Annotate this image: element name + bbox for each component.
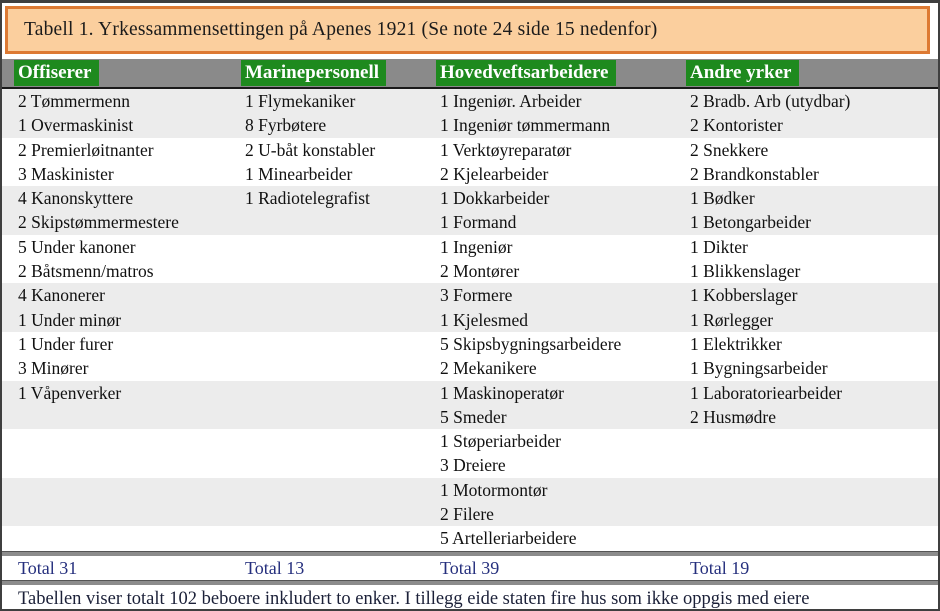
table-cell: 2 Filere	[440, 504, 494, 525]
header-label: Hovedveftsarbeidere	[436, 60, 616, 86]
table-cell: 1 Laboratoriearbeider	[690, 382, 843, 403]
table-cell	[13, 502, 240, 526]
footer-note: Tabellen viser totalt 102 beboere inkludert to enker. I tillegg eide staten fire hus som ikke oppgis med eiere	[18, 589, 810, 609]
table-cell: 2 Bradb. Arb (utydbar)	[690, 91, 851, 111]
table-cell: 1 Våpenverker	[18, 382, 122, 403]
table-cell: 1 Radiotelegrafist	[245, 188, 370, 209]
table-cell: 2 Snekkere	[690, 139, 769, 160]
table-cell: 1 Blikkenslager	[690, 261, 801, 282]
table-cell	[685, 478, 938, 502]
table-cell	[240, 502, 435, 526]
table-row	[2, 113, 938, 137]
table-cell: 1 Rørlegger	[690, 309, 774, 330]
table-cell	[13, 478, 240, 502]
table-row	[2, 502, 938, 526]
table-row	[2, 283, 938, 307]
table-cell	[240, 283, 435, 307]
total-andre-yrker: Total 19	[690, 558, 750, 578]
table-cell	[685, 526, 938, 550]
table-cell: 1 Bødker	[690, 188, 755, 209]
table-row	[2, 89, 938, 113]
table-cell: 1 Ingeniør	[440, 236, 513, 257]
table-cell: 3 Dreiere	[440, 455, 506, 476]
table-cell: 2 Kjelearbeider	[440, 163, 549, 184]
table-row	[2, 235, 938, 259]
table-row	[2, 381, 938, 405]
page-title: Tabell 1. Yrkessammensettingen på Apenes 1921 (Se note 24 side 15 nedenfor)	[24, 19, 658, 40]
table-cell: 5 Skipsbygningsarbeidere	[440, 333, 622, 354]
table-cell	[240, 429, 435, 453]
table-cell: 1 Ingeniør. Arbeider	[440, 91, 582, 111]
table-cell: 1 Betongarbeider	[690, 212, 811, 233]
table-cell	[240, 526, 435, 550]
table-cell: 2 Mekanikere	[440, 358, 537, 379]
table-cell: 2 Montører	[440, 261, 520, 282]
table-cell	[685, 429, 938, 453]
table-cell: 2 Brandkonstabler	[690, 163, 819, 184]
table-cell: 2 Husmødre	[690, 406, 777, 427]
table-cell: 1 Minearbeider	[245, 163, 353, 184]
title-box	[5, 6, 930, 54]
table-row	[2, 210, 938, 234]
table-cell	[13, 526, 240, 550]
table-cell	[240, 405, 435, 429]
table-cell: 1 Overmaskinist	[18, 115, 134, 136]
table-row	[2, 405, 938, 429]
table-cell	[13, 405, 240, 429]
table-cell: 1 Kobberslager	[690, 285, 798, 306]
table-cell: 8 Fyrbøtere	[245, 115, 327, 136]
column-header-offiserer	[13, 59, 240, 87]
table-row	[2, 332, 938, 356]
table-row	[2, 478, 938, 502]
total-hovedveftsarbeidere: Total 39	[440, 558, 500, 578]
header-label: Andre yrker	[686, 60, 799, 86]
table-cell: 2 Kontorister	[690, 115, 783, 136]
table-cell: 1 Motormontør	[440, 479, 548, 500]
totals-row	[2, 556, 938, 580]
table-cell	[240, 332, 435, 356]
table-row	[2, 138, 938, 162]
table-row	[2, 526, 938, 550]
table-cell: 1 Under furer	[18, 333, 114, 354]
table-cell	[685, 453, 938, 477]
table-header-row	[2, 59, 938, 89]
table-cell: 2 Tømmermenn	[18, 91, 130, 111]
table-cell: 1 Støperiarbeider	[440, 431, 561, 452]
table-cell: 1 Maskinoperatør	[440, 382, 564, 403]
table-body	[2, 89, 938, 551]
table-cell	[240, 259, 435, 283]
table-row	[2, 259, 938, 283]
table-cell: 1 Under minør	[18, 309, 122, 330]
total-offiserer: Total 31	[18, 558, 78, 578]
column-header-hovedveftsarbeidere	[435, 59, 685, 87]
table-cell: 3 Maskinister	[18, 163, 114, 184]
table-cell: 4 Kanonerer	[18, 285, 105, 306]
table-cell	[240, 381, 435, 405]
column-header-marinepersonell	[240, 59, 435, 87]
table-cell: 1 Elektrikker	[690, 333, 782, 354]
table-cell	[240, 453, 435, 477]
table-cell: 1 Dokkarbeider	[440, 188, 550, 209]
table-cell	[240, 308, 435, 332]
header-label: Marinepersonell	[241, 60, 386, 86]
table-cell: 1 Ingeniør tømmermann	[440, 115, 611, 136]
table-cell: 2 U-båt konstabler	[245, 139, 376, 160]
table-cell	[685, 502, 938, 526]
table-cell: 1 Kjelesmed	[440, 309, 528, 330]
column-header-andre-yrker	[685, 59, 938, 87]
table-cell: 1 Dikter	[690, 236, 748, 257]
table-cell	[240, 478, 435, 502]
table-cell: 4 Kanonskyttere	[18, 188, 134, 209]
table-cell: 3 Minører	[18, 358, 89, 379]
table-cell: 5 Under kanoner	[18, 236, 136, 257]
table-cell: 1 Flymekaniker	[245, 91, 356, 111]
table-row	[2, 429, 938, 453]
total-marinepersonell: Total 13	[245, 558, 305, 578]
table-cell: 2 Skipstømmermestere	[18, 212, 179, 233]
table-row	[2, 308, 938, 332]
table-cell	[13, 453, 240, 477]
table-cell	[240, 210, 435, 234]
table-cell: 5 Artelleriarbeidere	[440, 528, 577, 549]
table-row	[2, 356, 938, 380]
table-row	[2, 186, 938, 210]
table-row	[2, 453, 938, 477]
table-cell	[240, 356, 435, 380]
table-cell: 2 Båtsmenn/matros	[18, 261, 154, 282]
table-cell: 2 Premierløitnanter	[18, 139, 154, 160]
table-cell: 5 Smeder	[440, 406, 507, 427]
table-row	[2, 162, 938, 186]
table-cell: 3 Formere	[440, 285, 513, 306]
table-cell: 1 Formand	[440, 212, 517, 233]
table-cell	[240, 235, 435, 259]
table-cell	[13, 429, 240, 453]
table-cell: 1 Verktøyreparatør	[440, 139, 572, 160]
table-cell: 1 Bygningsarbeider	[690, 358, 828, 379]
header-label: Offiserer	[14, 60, 99, 86]
